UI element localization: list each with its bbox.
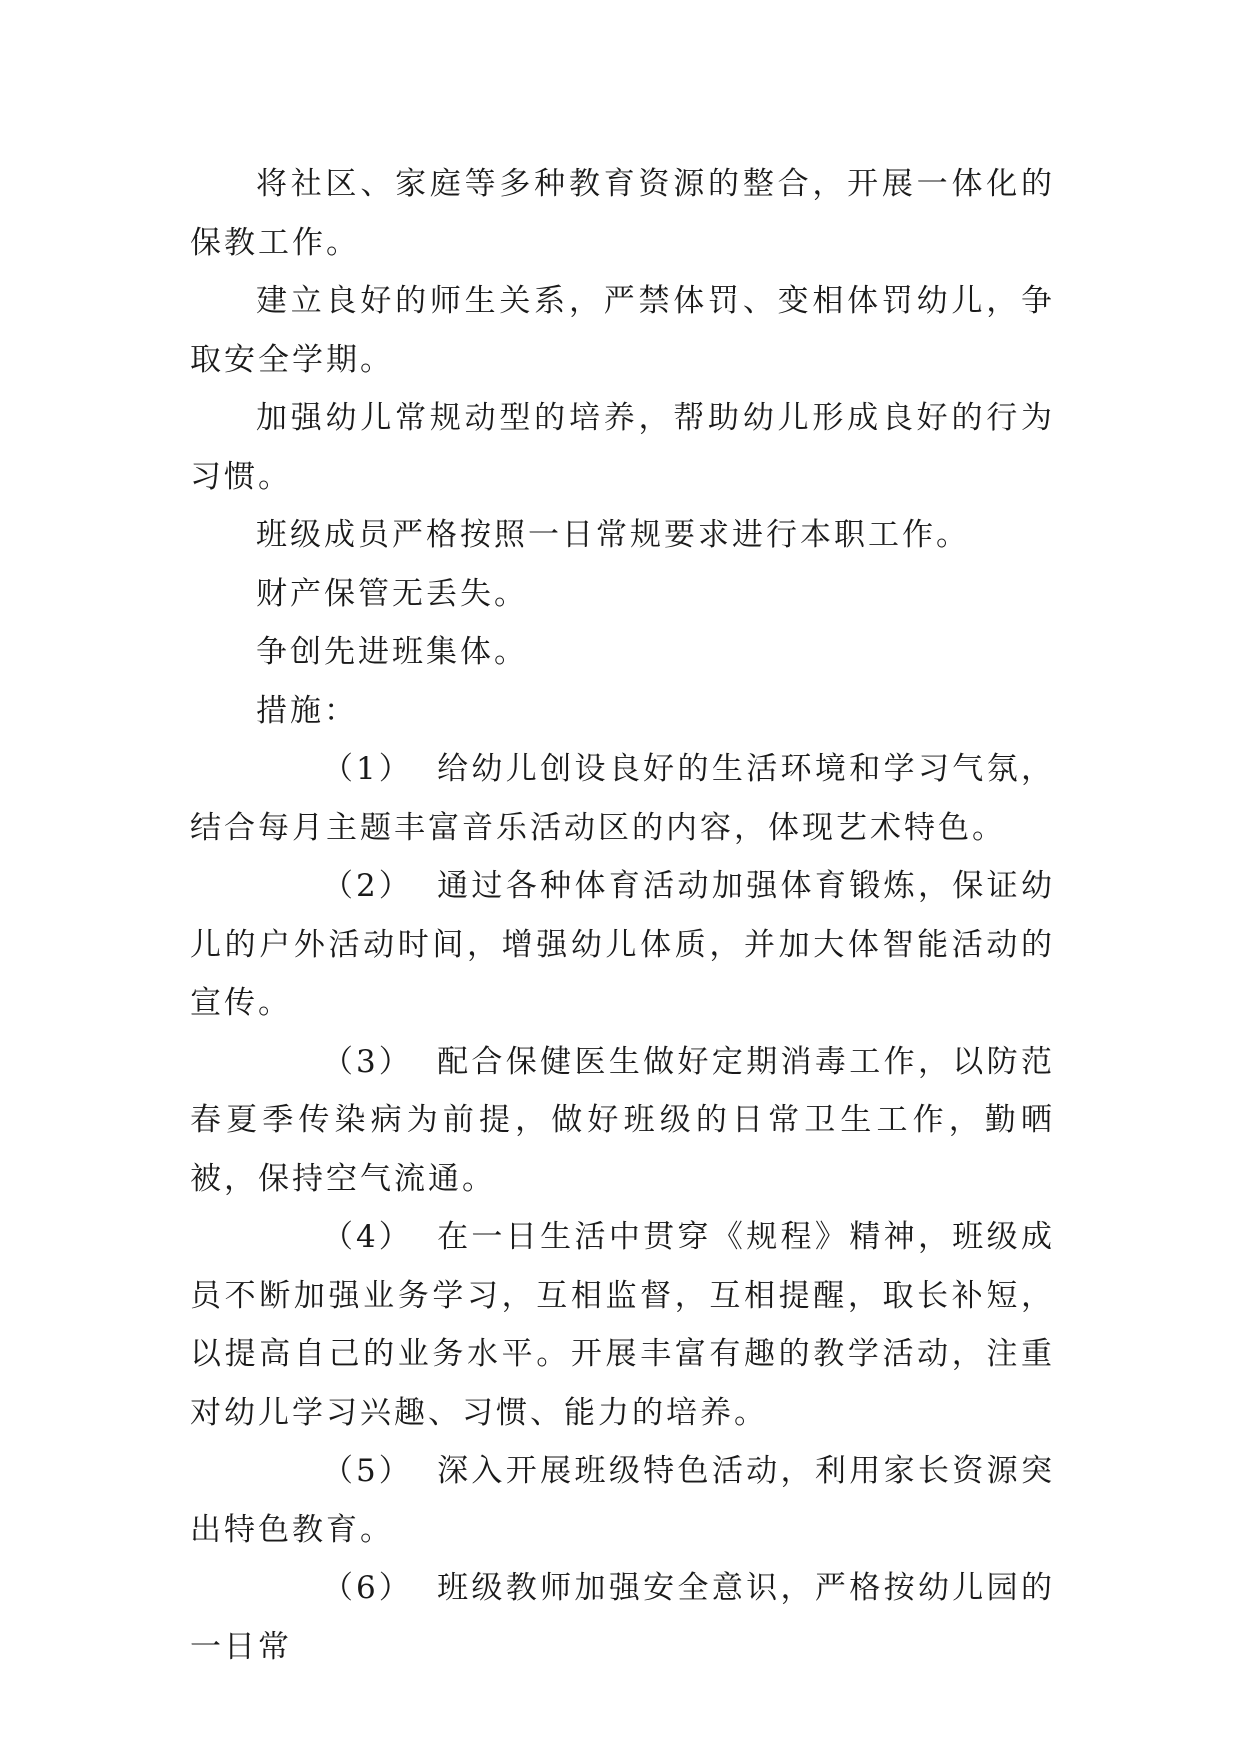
measure-text: 通过各种体育活动加强体育锻炼，保证幼儿的户外活动时间，增强幼儿体质，并加大体智能活动的宣传。 — [190, 868, 1055, 1021]
measures-heading: 措施： — [256, 692, 358, 729]
body-text — [190, 155, 1055, 1676]
paragraph-class-duties: 班级成员严格按照一日常规要求进行本职工作。 — [256, 517, 970, 553]
measure-item-3 — [190, 1033, 1055, 1209]
measure-number: （5） — [322, 1453, 413, 1489]
measure-text: 给幼儿创设良好的生活环境和学习气氛，结合每月主题丰富音乐活动区的内容，体现艺术特色。 — [190, 751, 1055, 846]
measure-item-2 — [190, 857, 1055, 1033]
measure-number: （4） — [322, 1219, 413, 1255]
paragraph-teacher-student-relationship: 建立良好的师生关系，严禁体罚、变相体罚幼儿，争取安全学期。 — [190, 283, 1055, 378]
measure-number: （3） — [322, 1043, 413, 1080]
measure-item-1 — [190, 740, 1055, 857]
paragraph-advanced-class: 争创先进班集体。 — [256, 634, 528, 670]
paragraph-resource-integration: 将社区、家庭等多种教育资源的整合，开展一体化的保教工作。 — [190, 166, 1055, 261]
measure-item-4 — [190, 1208, 1055, 1442]
measure-text: 配合保健医生做好定期消毒工作，以防范春夏季传染病为前提，做好班级的日常卫生工作，勤晒被，保持空气流通。 — [190, 1043, 1055, 1197]
measure-item-5 — [190, 1442, 1055, 1559]
paragraph-routine-training: 加强幼儿常规动型的培养，帮助幼儿形成良好的行为习惯。 — [190, 400, 1055, 495]
paragraph-property-care: 财产保管无丢失。 — [256, 575, 528, 612]
measure-text: 班级教师加强安全意识，严格按幼儿园的一日常 — [190, 1570, 1055, 1665]
measure-text: 深入开展班级特色活动，利用家长资源突出特色教育。 — [190, 1453, 1055, 1548]
measure-text: 在一日生活中贯穿《规程》精神，班级成员不断加强业务学习，互相监督，互相提醒，取长补短，以提高自己的业务水平。开展丰富有趣的教学活动，注重对幼儿学习兴趣、习惯、能力的培养。 — [190, 1219, 1055, 1431]
measure-item-6 — [190, 1559, 1055, 1676]
measure-number: （2） — [322, 868, 413, 904]
measure-number: （6） — [322, 1570, 413, 1606]
measure-number: （1） — [322, 751, 413, 787]
